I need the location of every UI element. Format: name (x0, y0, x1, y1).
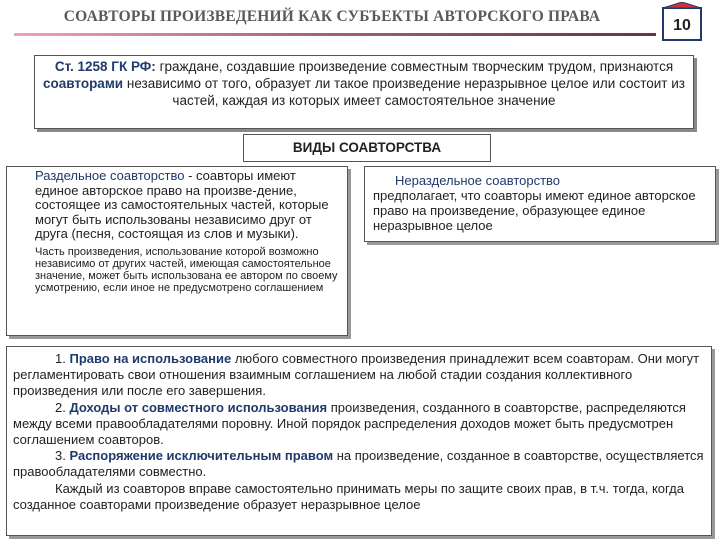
separate-coauthorship-box (6, 166, 348, 336)
rights-item-2-text: произведения, созданного в соавторстве, распределяются между всеми правообладателями поровну. Иной порядок распределения доходов может быть предусмотрен соглашением соавторов. (13, 399, 686, 448)
rights-item-2 (13, 400, 705, 449)
rights-item-3 (13, 448, 705, 480)
article-reference: Ст. 1258 ГК РФ: (54, 59, 156, 74)
separate-heading: Раздельное соавторство (35, 168, 185, 183)
separate-text: - соавторы имеют единое авторское право на произве-дение, состоящее из самостоятельных частей, которые могут быть использованы независимо друг от друга (песня, состоящая из слов и музыки). (35, 168, 329, 241)
intro-bold-word: соавторами (43, 76, 124, 91)
page-number: 10 (673, 17, 691, 34)
kinds-heading: ВИДЫ СОАВТОРСТВА (243, 134, 491, 162)
rights-item-1-title: Право на использование (69, 351, 232, 366)
joint-heading: Нераздельное соавторство (395, 173, 561, 188)
intro-text-before: граждане, создавшие произведение совместным творческим трудом, признаются (159, 59, 674, 74)
intro-text-after: независимо от того, образует ли такое произведение неразрывное целое или состоит из частей, каждая из которых имеет самостоятельное значение (126, 76, 685, 108)
rights-closing: Каждый из соавторов вправе самостоятельно принимать меры по защите своих прав, в т.ч. тогда, когда созданное соавторами произведение образует неразрывное целое (13, 480, 684, 512)
rights-item-3-num: 3. (55, 448, 66, 464)
page-number-badge (660, 2, 704, 42)
separate-note: Часть произведения, использование которой возможно независимо от других частей, имеющая самостоятельное значение, может быть использована ее автором по своему усмотрению, если иное не предусмотрено соглашением (35, 245, 338, 295)
rights-item-1-text: любого совместного произведения принадлежит всем соавторам. Они могут регламентировать свои отношения взаимным соглашением на любой стадии создания коллективного произведения или после его завершения. (13, 351, 700, 399)
rights-item-1 (13, 351, 705, 400)
intro-article-box (34, 55, 694, 129)
joint-coauthorship-box (364, 166, 716, 242)
rights-item-2-title: Доходы от совместного использования (69, 399, 328, 415)
joint-text: предполагает, что соавторы имеют единое авторское право на произведение, образующее единое неразрывное целое (373, 188, 696, 233)
title-underline (14, 33, 656, 36)
rights-item-3-title: Распоряжение исключительным правом (69, 448, 334, 464)
slide-title: СОАВТОРЫ ПРОИЗВЕДЕНИЙ КАК СУБЪЕКТЫ АВТОРСКОГО ПРАВА (63, 8, 601, 25)
rights-item-2-num: 2. (55, 399, 66, 415)
coauthor-rights-box (6, 346, 712, 536)
rights-item-1-num: 1. (55, 351, 66, 366)
rights-item-3-text: на произведение, созданное в соавторстве, осуществляется правообладателями совместно. (13, 448, 704, 480)
